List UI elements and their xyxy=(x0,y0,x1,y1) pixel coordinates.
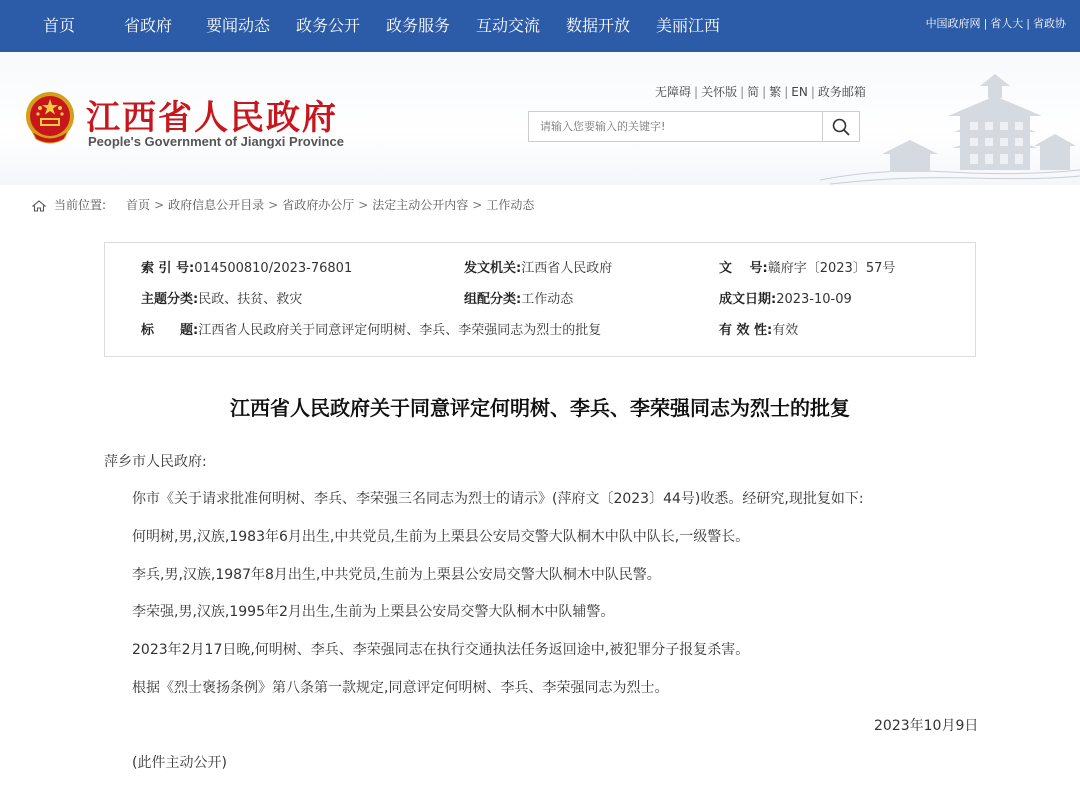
meta-group: 组配分类:工作动态 xyxy=(464,292,574,307)
nav-item-open-data[interactable]: 数据开放 xyxy=(566,16,631,35)
nav-item-gov-affairs-disclosure[interactable]: 政务公开 xyxy=(296,16,361,35)
nav-item-interaction[interactable]: 互动交流 xyxy=(476,16,541,35)
meta-issuer: 发文机关:江西省人民政府 xyxy=(464,261,613,276)
article-paragraph: 根据《烈士褒扬条例》第八条第一款规定,同意评定何明树、李兵、李荣强同志为烈士。 xyxy=(132,680,669,696)
article-title: 江西省人民政府关于同意评定何明树、李兵、李荣强同志为烈士的批复 xyxy=(230,396,850,420)
nav-item-news[interactable]: 要闻动态 xyxy=(206,16,271,35)
article-paragraph: 李荣强,男,汉族,1995年2月出生,生前为上栗县公安局交警大队桐木中队辅警。 xyxy=(132,604,615,620)
link-english[interactable]: EN xyxy=(791,85,808,99)
breadcrumb-home[interactable]: 首页 xyxy=(126,198,151,212)
top-external-links: 中国政府网 | 省人大 | 省政协 xyxy=(925,17,1066,30)
meta-topic: 主题分类:民政、扶贫、救灾 xyxy=(141,292,303,307)
site-subtitle: People's Government of Jiangxi Province xyxy=(88,134,344,149)
link-simplified[interactable]: 简 xyxy=(747,85,760,99)
document-metadata-box xyxy=(104,242,976,357)
search-input[interactable] xyxy=(528,111,822,142)
meta-title: 标 题:江西省人民政府关于同意评定何明树、李兵、李荣强同志为烈士的批复 xyxy=(141,323,602,338)
meta-validity: 有 效 性:有效 xyxy=(719,323,799,338)
national-emblem-icon xyxy=(24,89,76,147)
top-navigation-bar xyxy=(0,0,1080,52)
article-disclosure-note: (此件主动公开) xyxy=(132,755,227,771)
utility-links: 无障碍 | 关怀版 | 简 | 繁 | EN | 政务邮箱 xyxy=(655,85,866,99)
site-title[interactable]: 江西省人民政府 xyxy=(86,98,338,138)
tengwang-pavilion-illustration xyxy=(817,72,1080,185)
breadcrumb-general-office[interactable]: 省政府办公厅 xyxy=(282,198,355,212)
article-paragraph: 你市《关于请求批准何明树、李兵、李荣强三名同志为烈士的请示》(萍府文〔2023〕44号)收悉。经研究,现批复如下: xyxy=(132,491,864,507)
link-care-version[interactable]: 关怀版 xyxy=(701,85,738,99)
site-header xyxy=(0,52,1080,185)
article-paragraph: 2023年2月17日晚,何明树、李兵、李荣强同志在执行交通执法任务返回途中,被犯罪分子报复杀害。 xyxy=(132,642,750,658)
article-date: 2023年10月9日 xyxy=(874,718,979,734)
nav-item-provincial-government[interactable]: 省政府 xyxy=(124,16,173,35)
nav-item-home[interactable]: 首页 xyxy=(43,16,76,35)
link-accessibility[interactable]: 无障碍 xyxy=(655,85,692,99)
breadcrumb-info-catalog[interactable]: 政府信息公开目录 xyxy=(168,198,265,212)
article-paragraph: 何明树,男,汉族,1983年6月出生,中共党员,生前为上栗县公安局交警大队桐木中队中队长,一级警长。 xyxy=(132,529,750,545)
link-provincial-cppcc[interactable]: 省政协 xyxy=(1033,17,1066,30)
breadcrumb-label: 当前位置: xyxy=(54,198,107,212)
breadcrumb-work-news[interactable]: 工作动态 xyxy=(486,198,535,212)
nav-item-beautiful-jiangxi[interactable]: 美丽江西 xyxy=(656,16,721,35)
article-paragraph: 李兵,男,汉族,1987年8月出生,中共党员,生前为上栗县公安局交警大队桐木中队民警。 xyxy=(132,567,661,583)
link-gov-mail[interactable]: 政务邮箱 xyxy=(817,85,866,99)
breadcrumb: 当前位置: 首页 > 政府信息公开目录 > 省政府办公厅 > 法定主动公开内容 > 工作动态 xyxy=(32,196,534,214)
link-china-gov[interactable]: 中国政府网 xyxy=(925,17,981,30)
meta-index: 索 引 号:014500810/2023-76801 xyxy=(141,261,353,276)
article-salutation: 萍乡市人民政府: xyxy=(104,454,207,470)
meta-doc-number: 文 号:赣府字〔2023〕57号 xyxy=(719,261,896,276)
meta-date: 成文日期:2023-10-09 xyxy=(719,292,852,307)
nav-item-gov-services[interactable]: 政务服务 xyxy=(386,16,451,35)
link-traditional[interactable]: 繁 xyxy=(769,85,782,99)
breadcrumb-statutory-content[interactable]: 法定主动公开内容 xyxy=(372,198,469,212)
link-provincial-congress[interactable]: 省人大 xyxy=(990,17,1024,30)
home-icon xyxy=(32,200,46,212)
